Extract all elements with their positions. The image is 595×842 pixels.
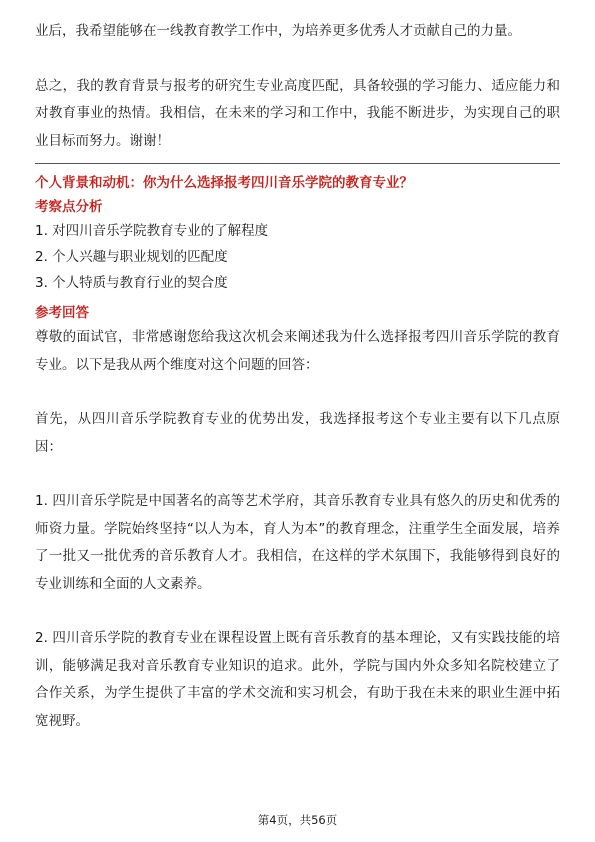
page-number: 第4页，共56页 [257,813,338,827]
analysis-item-3: 3. 个人特质与教育行业的契合度 [35,275,228,291]
answer-paragraph-3: 1. 四川音乐学院是中国著名的高等艺术学府，其音乐教育专业具有悠久的历史和优秀的师资力量。学院始终坚持“以人为本，育人为本”的教育理念，注重学生全面发展，培养了一批又一批优秀的音乐教育人才。我相信，在这样的学术氛围下，我能够得到良好的专业训练和全面的人文素养。 [35,493,560,592]
page-content [35,18,560,735]
answer-paragraph-4: 2. 四川音乐学院的教育专业在课程设置上既有音乐教育的基本理论，又有实践技能的培训，能够满足我对音乐教育专业知识的追求。此外，学院与国内外众多知名院校建立了合作关系，为学生提供了丰富的学术交流和实习机会，有助于我在未来的职业生涯中拓宽视野。 [35,630,560,729]
intro-paragraph-1: 业后，我希望能够在一线教育教学工作中，为培养更多优秀人才贡献自己的力量。 [35,23,521,39]
question-heading: 个人背景和动机：你为什么选择报考四川音乐学院的教育专业？ [35,175,413,191]
section-divider [35,163,560,164]
answer-title: 参考回答 [35,305,89,321]
analysis-title: 考察点分析 [35,199,103,215]
answer-paragraph-1: 尊敬的面试官，非常感谢您给我这次机会来阐述我为什么选择报考四川音乐学院的教育专业。以下是我从两个维度对这个问题的回答： [35,329,560,373]
intro-paragraph-2: 总之，我的教育背景与报考的研究生专业高度匹配，具备较强的学习能力、适应能力和对教育事业的热情。我相信，在未来的学习和工作中，我能不断进步，为实现自己的职业目标而努力。谢谢！ [35,77,560,149]
analysis-item-1: 1. 对四川音乐学院教育专业的了解程度 [35,223,269,239]
answer-paragraph-2: 首先，从四川音乐学院教育专业的优势出发，我选择报考这个专业主要有以下几点原因： [35,411,560,455]
analysis-item-2: 2. 个人兴趣与职业规划的匹配度 [35,249,228,265]
